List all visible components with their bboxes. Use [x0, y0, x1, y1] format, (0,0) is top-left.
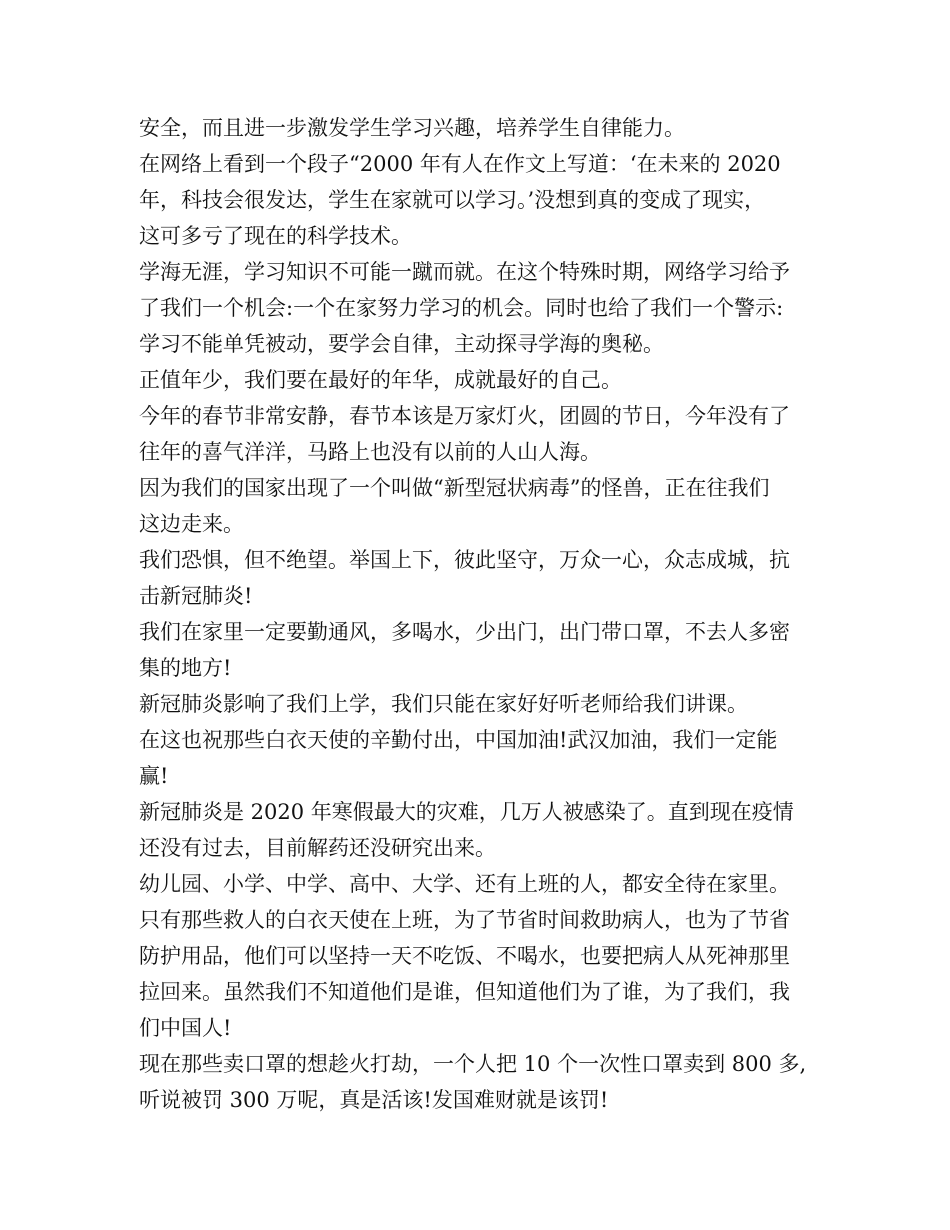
- text-line: 我们在家里一定要勤通风，多喝水，少出门，出门带口罩，不去人多密: [139, 620, 790, 644]
- text-line: 赢!: [139, 764, 169, 788]
- text-line: 集的地方!: [139, 656, 232, 680]
- text-line: 因为我们的国家出现了一个叫做“新型冠状病毒”的怪兽，正在往我们: [139, 476, 770, 500]
- text-line: 只有那些救人的白衣天使在上班，为了节省时间救助病人，也为了节省: [139, 908, 790, 932]
- text-line: 在这也祝那些白衣天使的辛勤付出，中国加油!武汉加油，我们一定能: [139, 728, 778, 752]
- text-line: 学习不能单凭被动，要学会自律，主动探寻学海的奥秘。: [139, 332, 664, 356]
- text-line: 我们恐惧，但不绝望。举国上下，彼此坚守，万众一心，众志成城，抗: [139, 548, 790, 572]
- text-line: 往年的喜气洋洋，马路上也没有以前的人山人海。: [139, 440, 601, 464]
- text-line: 安全，而且进一步激发学生学习兴趣，培养学生自律能力。: [139, 116, 685, 140]
- text-line: 正值年少，我们要在最好的年华，成就最好的自己。: [139, 368, 622, 392]
- text-line: 了我们一个机会:一个在家努力学习的机会。同时也给了我们一个警示:: [139, 296, 784, 320]
- text-line: 幼儿园、小学、中学、高中、大学、还有上班的人，都安全待在家里。: [139, 872, 790, 896]
- text-line: 年，科技会很发达，学生在家就可以学习。’没想到真的变成了现实，: [139, 188, 766, 212]
- text-line: 今年的春节非常安静，春节本该是万家灯火，团圆的节日，今年没有了: [139, 404, 790, 428]
- text-line: 在网络上看到一个段子“2000 年有人在作文上写道：‘在未来的 2020: [139, 152, 781, 176]
- text-line: 学海无涯，学习知识不可能一蹴而就。在这个特殊时期，网络学习给予: [139, 260, 790, 284]
- text-line: 这可多亏了现在的科学技术。: [139, 224, 412, 248]
- text-line: 拉回来。虽然我们不知道他们是谁，但知道他们为了谁，为了我们，我: [139, 980, 790, 1004]
- text-line: 这边走来。: [139, 512, 244, 536]
- text-line: 防护用品，他们可以坚持一天不吃饭、不喝水，也要把病人从死神那里: [139, 944, 790, 968]
- text-line: 击新冠肺炎!: [139, 584, 253, 608]
- text-line: 现在那些卖口罩的想趁火打劫，一个人把 10 个一次性口罩卖到 800 多,: [139, 1052, 807, 1076]
- text-line: 们中国人!: [139, 1016, 232, 1040]
- text-line: 听说被罚 300 万呢，真是活该!发国难财就是该罚!: [139, 1088, 609, 1112]
- document-body: [139, 110, 829, 1118]
- text-line: 新冠肺炎是 2020 年寒假最大的灾难，几万人被感染了。直到现在疫情: [139, 800, 794, 824]
- text-line: 新冠肺炎影响了我们上学，我们只能在家好好听老师给我们讲课。: [139, 692, 748, 716]
- text-line: 还没有过去，目前解药还没研究出来。: [139, 836, 496, 860]
